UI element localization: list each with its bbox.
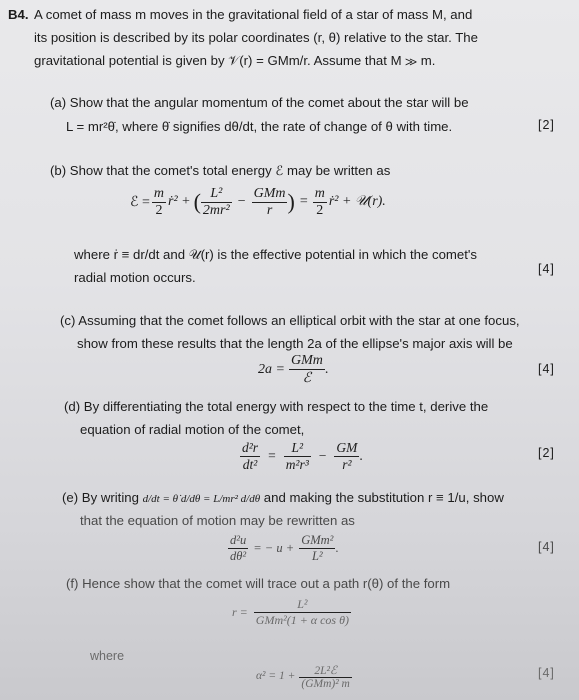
part-a-line-2: L = mr²θ̇, where θ̇ signifies dθ/dt, the rate of change of θ with time. bbox=[66, 119, 453, 134]
GMm2-over-L2: $\frac{\text{GMm²}}{\text{L²}}$ bbox=[301, 532, 334, 563]
left-paren: ( bbox=[193, 189, 201, 214]
intro-line-1: A comet of mass m moves in the gravitational field of a star of mass M, and bbox=[34, 7, 473, 22]
alpha-fraction: $\frac{\text{2L²ℰ}}{\text{(GMm)² m}}$ bbox=[301, 664, 350, 690]
part-d-line-1: (d) By differentiating the total energy with respect to the time t, derive the bbox=[64, 399, 489, 414]
part-f-line-1: (f) Hence show that the comet will trace out a path r(θ) of the form bbox=[66, 576, 451, 591]
part-b-marks: [4] bbox=[538, 262, 555, 276]
part-a-marks: [2] bbox=[538, 118, 555, 132]
part-a-line-1: (a) Show that the angular momentum of the comet about the star will be bbox=[50, 95, 469, 110]
part-c-marks: [4] bbox=[538, 362, 555, 376]
derivative-substitution: d/dt = θ̇ d/dθ = L/mr² d/dθ bbox=[142, 493, 261, 505]
part-b-line-1: (b) Show that the comet's total energy ℰ may be written as bbox=[50, 163, 391, 178]
part-c-line-2: show from these results that the length 2a of the ellipse's major axis will be bbox=[77, 336, 513, 351]
d2u-over-dtheta2: $\frac{\text{d²u}}{\text{dθ²}}$ bbox=[230, 532, 247, 563]
part-f-marks: [4] bbox=[538, 666, 555, 680]
half-m-fraction-2: $\frac{m}{2}$ bbox=[314, 185, 325, 218]
L2-over-m2r3: $\frac{\text{L²}}{\text{m²r³}}$ bbox=[285, 439, 309, 472]
where-label: where bbox=[90, 649, 125, 663]
GMm-over-r: $\frac{\text{GMm}}{r}$ bbox=[253, 185, 286, 218]
alpha-equation: α² = 1 + $\frac{\text{2L²ℰ}}{\text{(GMm)² m}}$ bbox=[256, 664, 350, 690]
eq-lhs: ℰ = bbox=[130, 194, 150, 210]
orbit-equation: r = $\frac{\text{L²}}{\text{GMm²(1 + α cos θ)}}$ bbox=[232, 596, 349, 627]
major-axis-equation: 2a = $\frac{\text{GMm}}{\text{ℰ}}$ . bbox=[258, 353, 329, 386]
rdot-term: ṙ² + bbox=[168, 194, 191, 209]
part-e-line-1: (e) By writing d/dt = θ̇ d/dθ = L/mr² d/dθ and making the substitution r ≡ 1/u, show bbox=[62, 490, 504, 505]
u-equation: $\frac{\text{d²u}}{\text{dθ²}}$ = − u + $\frac{\text{GMm²}}{\text{L²}}$ . bbox=[230, 532, 339, 563]
part-e-line-2: that the equation of motion may be rewritten as bbox=[80, 513, 355, 528]
half-m-fraction: $\frac{m}{2}$ bbox=[153, 185, 164, 218]
right-paren: ) bbox=[287, 189, 295, 214]
part-b-line-2: where ṙ ≡ dr/dt and 𝒰(r) is the effective potential in which the comet's bbox=[74, 247, 477, 262]
energy-equation: ℰ = $\frac{m}{2}$ ṙ² + ( $\frac{\text{L²}}{\text{2mr²}}$ − $\frac{\text{GMm}}{r}$ ) = $\frac{m}{2}$ ṙ² + 𝒰(r). bbox=[130, 185, 386, 218]
eq-tail: ṙ² + 𝒰(r). bbox=[328, 194, 386, 209]
part-d-line-2: equation of radial motion of the comet, bbox=[80, 422, 305, 437]
d2r-over-dt2: $\frac{\text{d²r}}{\text{dt²}}$ bbox=[242, 439, 259, 472]
part-c-line-1: (c) Assuming that the comet follows an elliptical orbit with the star at one focus, bbox=[60, 313, 520, 328]
problem-number: B4. bbox=[8, 7, 29, 22]
part-b-line-3: radial motion occurs. bbox=[74, 270, 196, 285]
GMm-over-E: $\frac{\text{GMm}}{\text{ℰ}}$ bbox=[290, 353, 323, 386]
L2-over-2mr2: $\frac{\text{L²}}{\text{2mr²}}$ bbox=[202, 185, 230, 218]
intro-line-3: gravitational potential is given by 𝒱(r) = GMm/r. Assume that M ≫ m. bbox=[34, 53, 436, 68]
part-d-marks: [2] bbox=[538, 446, 555, 460]
radial-equation: $\frac{\text{d²r}}{\text{dt²}}$ = $\frac{\text{L²}}{\text{m²r³}}$ − $\frac{GM}{\text{r²}}$ . bbox=[242, 439, 363, 472]
intro-line-2: its position is described by its polar coordinates (r, θ) relative to the star. The bbox=[34, 30, 478, 45]
part-e-marks: [4] bbox=[538, 540, 555, 554]
orbit-fraction: $\frac{\text{L²}}{\text{GMm²(1 + α cos θ)}}$ bbox=[255, 596, 349, 627]
GM-over-r2: $\frac{GM}{\text{r²}}$ bbox=[336, 439, 358, 472]
